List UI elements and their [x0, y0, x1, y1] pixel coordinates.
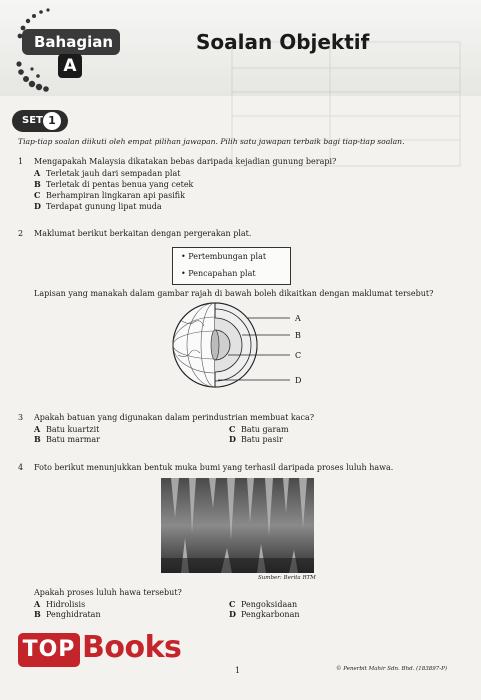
question-4-number: 4 — [18, 463, 24, 472]
watermark-logo-books: Books — [82, 630, 182, 665]
question-4-option-a[interactable]: A Hidrolisis — [34, 599, 86, 609]
earth-layers-diagram — [160, 300, 320, 392]
info-box — [172, 247, 291, 285]
question-3-option-b[interactable]: B Batu marmar — [34, 434, 100, 444]
diagram-label-a: A — [295, 314, 301, 323]
question-2-followup: Lapisan yang manakah dalam gambar rajah di bawah boleh dikaitkan dengan maklumat tersebut? — [34, 289, 434, 298]
question-1-text: Mengapakah Malaysia dikatakan bebas daripada kejadian gunung berapi? — [34, 157, 337, 166]
page-title: Soalan Objektif — [196, 30, 370, 54]
question-4-option-c[interactable]: C Pengoksidaan — [229, 599, 298, 609]
diagram-label-c: C — [295, 351, 302, 360]
bleed-through-table — [230, 40, 462, 170]
instructions: Tiap-tiap soalan diikuti oleh empat pilihan jawapan. Pilih satu jawapan terbaik bagi tiap-tiap soalan. — [18, 137, 405, 146]
question-2-text: Maklumat berikut berkaitan dengan pergerakan plat. — [34, 229, 252, 238]
question-1-option-d[interactable]: D Terdapat gunung lipat muda — [34, 201, 162, 211]
photo-caption: Sumber: Berita RTM — [258, 575, 316, 581]
question-3-option-c[interactable]: C Batu garam — [229, 424, 289, 434]
question-1-number: 1 — [18, 157, 24, 166]
question-4-option-b[interactable]: B Penghidratan — [34, 609, 101, 619]
question-3-option-d[interactable]: D Batu pasir — [229, 434, 283, 444]
diagram-label-b: B — [295, 331, 301, 340]
question-1-option-b[interactable]: B Terletak di pentas benua yang cetek — [34, 179, 194, 189]
question-3-number: 3 — [18, 413, 24, 422]
limestone-cave-photo — [161, 478, 314, 573]
question-4-followup: Apakah proses luluh hawa tersebut? — [34, 588, 182, 597]
question-4-option-d[interactable]: D Pengkarbonan — [229, 609, 300, 619]
info-item-1: • Pertembungan plat — [181, 252, 267, 261]
diagram-label-d: D — [295, 376, 302, 385]
question-1-option-c[interactable]: C Berhampiran lingkaran api pasifik — [34, 190, 185, 200]
question-4-text: Foto berikut menunjukkan bentuk muka bumi yang terhasil daripada proses luluh hawa. — [34, 463, 394, 472]
page-number: 1 — [235, 666, 241, 675]
question-1-option-a[interactable]: A Terletak jauh dari sempadan plat — [34, 168, 181, 178]
info-item-2: • Pencapahan plat — [181, 269, 256, 278]
question-2-number: 2 — [18, 229, 24, 238]
question-3-text: Apakah batuan yang digunakan dalam perindustrian membuat kaca? — [34, 413, 315, 422]
copyright-text: © Penerbit Mahir Sdn. Bhd. (183897-P) — [336, 666, 447, 672]
watermark-logo-top: TOP — [18, 633, 80, 667]
set-badge: SET — [12, 110, 68, 132]
question-3-option-a[interactable]: A Batu kuartzit — [34, 424, 100, 434]
part-letter: A — [58, 54, 82, 78]
part-label: Bahagian — [22, 29, 120, 55]
set-number: 1 — [43, 112, 61, 130]
